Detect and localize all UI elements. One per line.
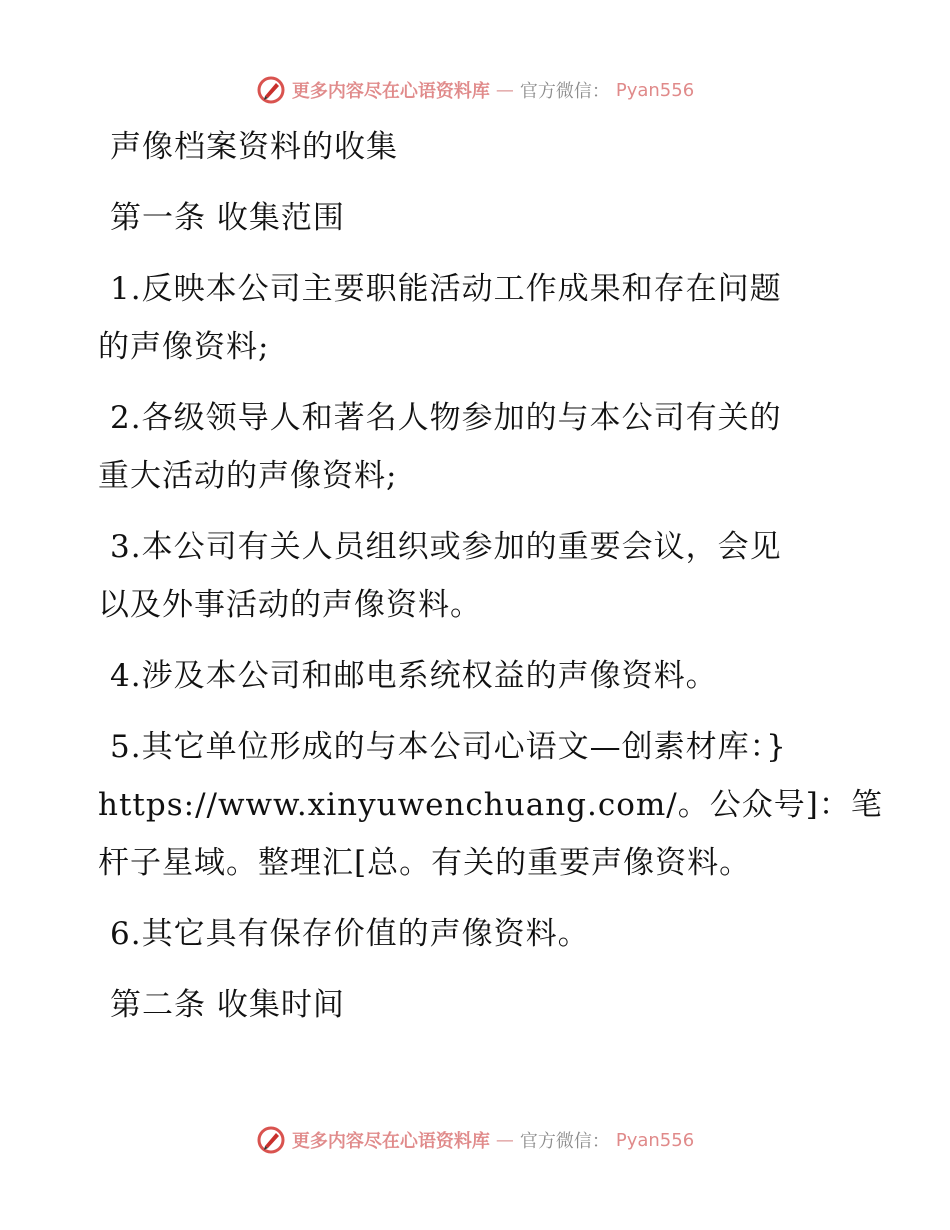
watermark-dash: — bbox=[495, 1129, 514, 1151]
item-2-line-1: 2.各级领导人和著名人物参加的与本公司有关的 bbox=[110, 400, 782, 436]
document-body bbox=[98, 118, 883, 1034]
section-heading-1: 第一条 收集范围 bbox=[110, 200, 345, 236]
item-5-line-2: https://www.xinyuwenchuang.com/。公众号]：笔 bbox=[98, 787, 883, 823]
document-title: 声像档案资料的收集 bbox=[110, 129, 398, 165]
section-heading-2: 第二条 收集时间 bbox=[110, 987, 345, 1023]
watermark-wechat-label: 官方微信： bbox=[519, 1131, 610, 1152]
item-3-line-2: 以及外事活动的声像资料。 bbox=[98, 587, 482, 623]
watermark-wechat-label: 官方微信： bbox=[519, 81, 610, 102]
header-watermark bbox=[0, 70, 950, 110]
item-1-line-1: 1.反映本公司主要职能活动工作成果和存在问题 bbox=[110, 271, 782, 307]
footer-watermark bbox=[0, 1120, 950, 1160]
item-3-line-1: 3.本公司有关人员组织或参加的重要会议，会见 bbox=[110, 529, 782, 565]
pen-logo-icon bbox=[256, 1125, 286, 1155]
pen-logo-icon bbox=[256, 75, 286, 105]
watermark-main-text: 更多内容尽在心语资料库 bbox=[291, 1131, 490, 1152]
watermark-main-text: 更多内容尽在心语资料库 bbox=[291, 81, 490, 102]
item-2-line-2: 重大活动的声像资料; bbox=[98, 458, 398, 494]
item-6-line-1: 6.其它具有保存价值的声像资料。 bbox=[110, 916, 590, 952]
watermark-dash: — bbox=[495, 79, 514, 101]
item-5-line-3: 杆子星域。整理汇[总。有关的重要声像资料。 bbox=[98, 845, 752, 881]
watermark-wechat-id: Pyan556 bbox=[615, 79, 695, 101]
item-4-line-1: 4.涉及本公司和邮电系统权益的声像资料。 bbox=[110, 658, 718, 694]
item-1-line-2: 的声像资料; bbox=[98, 329, 270, 365]
watermark-wechat-id: Pyan556 bbox=[615, 1129, 695, 1151]
item-5-line-1: 5.其它单位形成的与本公司心语文—创素材库：} bbox=[110, 729, 787, 765]
